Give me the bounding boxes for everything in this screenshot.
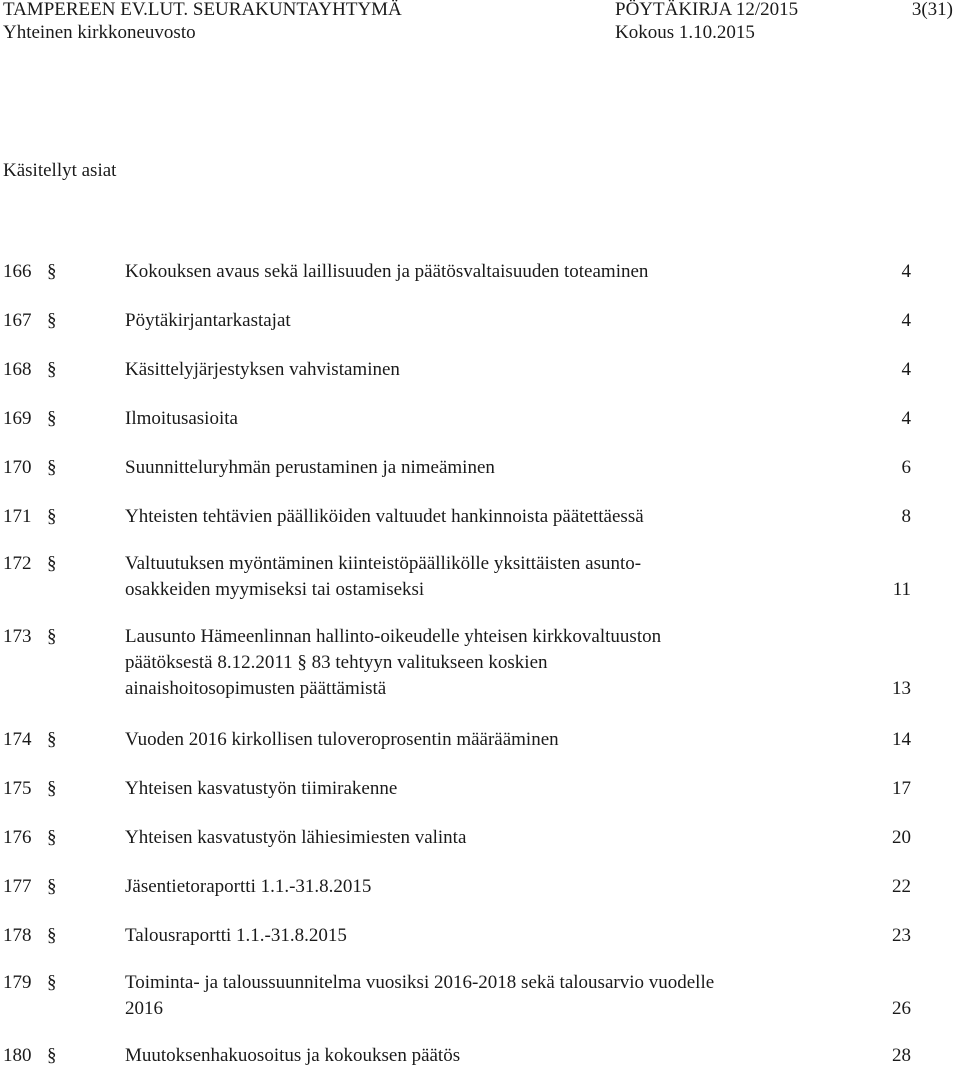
agenda-item-title-line: 2016 <box>125 998 163 1019</box>
agenda-item-title <box>125 624 825 702</box>
agenda-item-number: 176 <box>3 827 32 848</box>
agenda-item-title-line: Talousraportti 1.1.-31.8.2015 <box>125 925 347 946</box>
section-title: Käsitellyt asiat <box>3 160 117 181</box>
agenda-item-page: 4 <box>901 408 911 429</box>
agenda-item-page: 4 <box>901 310 911 331</box>
agenda-item-number: 174 <box>3 729 32 750</box>
agenda-item-number: 173 <box>3 626 32 647</box>
header-row-2 <box>3 21 953 44</box>
agenda-item-title-line: Jäsentietoraportti 1.1.-31.8.2015 <box>125 876 372 897</box>
agenda-item-title-line: Lausunto Hämeenlinnan hallinto-oikeudelle yhteisen kirkkovaltuuston <box>125 626 662 647</box>
section-sign: § <box>47 359 57 380</box>
agenda-item-number: 167 <box>3 310 32 331</box>
section-sign: § <box>47 876 57 897</box>
agenda-item-number: 169 <box>3 408 32 429</box>
agenda-item-title <box>125 357 825 383</box>
document-number: PÖYTÄKIRJA 12/2015 <box>615 0 799 20</box>
section-sign: § <box>47 925 57 946</box>
agenda-item-title <box>125 970 825 1022</box>
organization-name: TAMPEREEN EV.LUT. SEURAKUNTAYHTYMÄ <box>3 0 402 20</box>
agenda-item-page: 20 <box>892 827 911 848</box>
document-header <box>3 0 953 44</box>
section-sign: § <box>47 261 57 282</box>
agenda-item-number: 171 <box>3 506 32 527</box>
agenda-item-title <box>125 727 825 753</box>
agenda-item-title <box>125 406 825 432</box>
section-sign: § <box>47 506 57 527</box>
agenda-item-number: 168 <box>3 359 32 380</box>
agenda-item-title-line: Yhteisten tehtävien päälliköiden valtuudet hankinnoista päätettäessä <box>125 506 644 527</box>
agenda-item-title <box>125 923 825 949</box>
agenda-item-title-line: Pöytäkirjantarkastajat <box>125 310 291 331</box>
agenda-item-number: 172 <box>3 553 32 574</box>
agenda-item-title-line: Käsittelyjärjestyksen vahvistaminen <box>125 359 400 380</box>
agenda-item-page: 6 <box>901 457 911 478</box>
agenda-item-title-line: Toiminta- ja taloussuunnitelma vuosiksi 2016-2018 sekä talousarvio vuodelle <box>125 972 715 993</box>
agenda-item-number: 170 <box>3 457 32 478</box>
agenda-item-title-line: päätöksestä 8.12.2011 § 83 tehtyyn valitukseen koskien <box>125 652 548 673</box>
agenda-item-page: 13 <box>892 678 911 699</box>
page-indicator: 3(31) <box>911 0 953 20</box>
agenda-item-title <box>125 308 825 334</box>
section-sign: § <box>47 457 57 478</box>
agenda-item-title-line: Yhteisen kasvatustyön lähiesimiesten valinta <box>125 827 467 848</box>
agenda-item-title <box>125 551 825 603</box>
section-sign: § <box>47 827 57 848</box>
agenda-item-title-line: Vuoden 2016 kirkollisen tuloveroprosentin määrääminen <box>125 729 559 750</box>
agenda-item-title <box>125 504 825 530</box>
agenda-item-title <box>125 455 825 481</box>
agenda-item-title <box>125 825 825 851</box>
agenda-item-page: 4 <box>901 359 911 380</box>
section-sign: § <box>47 626 57 647</box>
agenda-item-number: 177 <box>3 876 32 897</box>
agenda-item-title <box>125 259 825 285</box>
agenda-item-title <box>125 776 825 802</box>
agenda-item-number: 178 <box>3 925 32 946</box>
agenda-item-number: 180 <box>3 1045 32 1066</box>
agenda-item-page: 14 <box>892 729 911 750</box>
agenda-item-page: 17 <box>892 778 911 799</box>
agenda-item-title <box>125 874 825 900</box>
agenda-item-title-line: Suunnitteluryhmän perustaminen ja nimeäminen <box>125 457 495 478</box>
agenda-item-number: 179 <box>3 972 32 993</box>
agenda-item-page: 22 <box>892 876 911 897</box>
agenda-item-page: 28 <box>892 1045 911 1066</box>
agenda-item-page: 4 <box>901 261 911 282</box>
agenda-item-page: 8 <box>901 506 911 527</box>
agenda-item-title <box>125 1043 825 1069</box>
section-sign: § <box>47 310 57 331</box>
agenda-item-page: 26 <box>892 998 911 1019</box>
agenda-item-title-line: Yhteisen kasvatustyön tiimirakenne <box>125 778 398 799</box>
section-sign: § <box>47 1045 57 1066</box>
agenda-item-number: 166 <box>3 261 32 282</box>
agenda-item-number: 175 <box>3 778 32 799</box>
agenda-item-title-line: Muutoksenhakuosoitus ja kokouksen päätös <box>125 1045 461 1066</box>
body-name: Yhteinen kirkkoneuvosto <box>3 22 196 43</box>
section-sign: § <box>47 778 57 799</box>
section-sign: § <box>47 553 57 574</box>
agenda-item-page: 11 <box>892 579 911 600</box>
agenda-item-title-line: Valtuutuksen myöntäminen kiinteistöpäällikölle yksittäisten asunto- <box>125 553 642 574</box>
section-sign: § <box>47 729 57 750</box>
header-row-1 <box>3 0 953 21</box>
agenda-item-page: 23 <box>892 925 911 946</box>
meeting-date: Kokous 1.10.2015 <box>615 22 755 43</box>
agenda-item-title-line: osakkeiden myymiseksi tai ostamiseksi <box>125 579 425 600</box>
section-sign: § <box>47 972 57 993</box>
section-sign: § <box>47 408 57 429</box>
agenda-item-title-line: Ilmoitusasioita <box>125 408 238 429</box>
agenda-item-title-line: ainaishoitosopimusten päättämistä <box>125 678 387 699</box>
agenda-item-title-line: Kokouksen avaus sekä laillisuuden ja päätösvaltaisuuden toteaminen <box>125 261 649 282</box>
